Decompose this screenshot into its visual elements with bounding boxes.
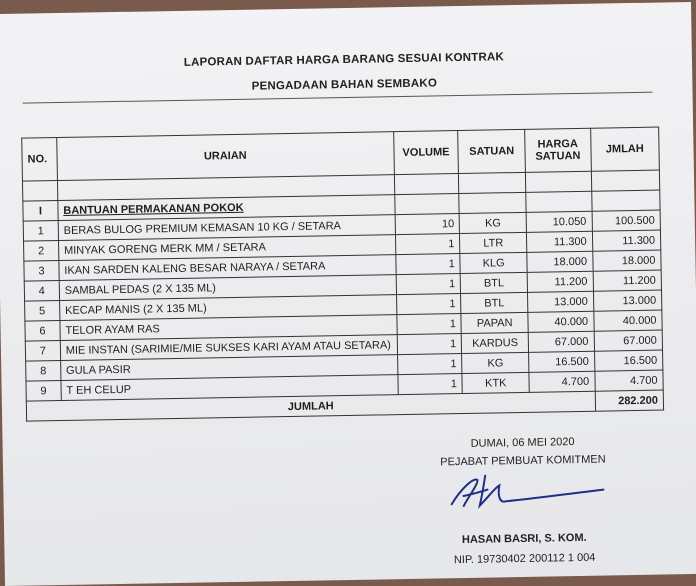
row-volume: 1	[397, 334, 462, 355]
row-uraian: GULA PASIR	[60, 355, 397, 381]
row-satuan: LTR	[460, 232, 527, 253]
row-jumlah: 18.000	[592, 250, 661, 271]
row-volume: 1	[397, 354, 462, 375]
row-satuan: KLG	[460, 252, 527, 273]
row-jumlah: 4.700	[594, 370, 663, 391]
row-jumlah: 100.500	[592, 210, 661, 231]
row-satuan: KG	[459, 212, 526, 233]
row-jumlah: 13.000	[593, 290, 662, 311]
row-volume: 10	[395, 214, 460, 235]
row-volume: 1	[396, 314, 461, 335]
row-jumlah: 11.300	[592, 230, 661, 251]
header-uraian: URAIAN	[57, 132, 394, 181]
row-no: 3	[24, 261, 59, 282]
row-volume: 1	[395, 234, 460, 255]
header-volume: VOLUME	[393, 131, 458, 175]
row-harga: 13.000	[527, 291, 593, 312]
row-no: 2	[24, 241, 59, 262]
row-no: 9	[26, 381, 61, 402]
row-no: 8	[26, 361, 61, 382]
row-harga: 16.500	[529, 351, 595, 372]
row-jumlah: 67.000	[594, 330, 663, 351]
signatory-nip: NIP. 19730402 200112 1 004	[453, 551, 596, 567]
header-jumlah: JMLAH	[590, 127, 659, 171]
row-no: 5	[25, 301, 60, 322]
row-harga: 18.000	[527, 251, 593, 272]
section-no: I	[23, 201, 58, 222]
row-satuan: KARDUS	[462, 332, 529, 353]
header-harga: HARGA SATUAN	[525, 128, 591, 172]
row-volume: 1	[395, 254, 460, 275]
price-table	[21, 127, 664, 422]
signature-date: DUMAI, 06 MEI 2020	[470, 436, 575, 450]
row-uraian: KECAP MANIS (2 X 135 ML)	[59, 295, 396, 321]
row-volume: 1	[398, 374, 463, 395]
row-no: 4	[24, 281, 59, 302]
row-harga: 4.700	[529, 371, 595, 392]
row-uraian: MIE INSTAN (SARIMIE/MIE SUKSES KARI AYAM ATAU SETARA)	[60, 335, 397, 361]
row-uraian: TELOR AYAM RAS	[60, 315, 397, 341]
report-title: LAPORAN DAFTAR HARGA BARANG SESUAI KONTRAK	[183, 51, 505, 69]
row-uraian: T EH CELUP	[61, 375, 398, 401]
total-label: JUMLAH	[26, 391, 595, 421]
document-sheet	[0, 2, 696, 586]
row-satuan: KTK	[462, 372, 529, 393]
row-harga: 40.000	[528, 311, 594, 332]
row-uraian: BERAS BULOG PREMIUM KEMASAN 10 KG / SETARA	[58, 215, 395, 241]
signature-position: PEJABAT PEMBUAT KOMITMEN	[440, 453, 606, 469]
section-title: BANTUAN PERMAKANAN POKOK	[58, 195, 395, 221]
row-satuan: PAPAN	[461, 312, 528, 333]
row-satuan: BTL	[461, 292, 528, 313]
row-satuan: BTL	[461, 272, 528, 293]
row-uraian: SAMBAL PEDAS (2 X 135 ML)	[59, 275, 396, 301]
row-uraian: IKAN SARDEN KALENG BESAR NARAYA / SETARA	[59, 255, 396, 281]
header-no: NO.	[22, 138, 58, 182]
row-harga: 11.200	[527, 271, 593, 292]
report-subtitle: PENGADAAN BAHAN SEMBAKO	[251, 77, 438, 93]
signatory-name: HASAN BASRI, S. KOM.	[461, 531, 587, 547]
row-uraian: MINYAK GORENG MERK MM / SETARA	[58, 235, 395, 261]
row-satuan: KG	[462, 352, 529, 373]
row-harga: 10.050	[526, 211, 592, 232]
row-no: 7	[25, 341, 60, 362]
header-satuan: SATUAN	[458, 129, 525, 173]
row-jumlah: 40.000	[593, 310, 662, 331]
row-volume: 1	[396, 294, 461, 315]
row-harga: 67.000	[528, 331, 594, 352]
handwritten-signature	[443, 463, 614, 526]
row-jumlah: 16.500	[594, 350, 663, 371]
row-no: 6	[25, 321, 60, 342]
row-harga: 11.300	[526, 231, 592, 252]
row-no: 1	[23, 221, 58, 242]
row-volume: 1	[396, 274, 461, 295]
row-jumlah: 11.200	[593, 270, 662, 291]
total-value: 282.200	[595, 390, 664, 411]
